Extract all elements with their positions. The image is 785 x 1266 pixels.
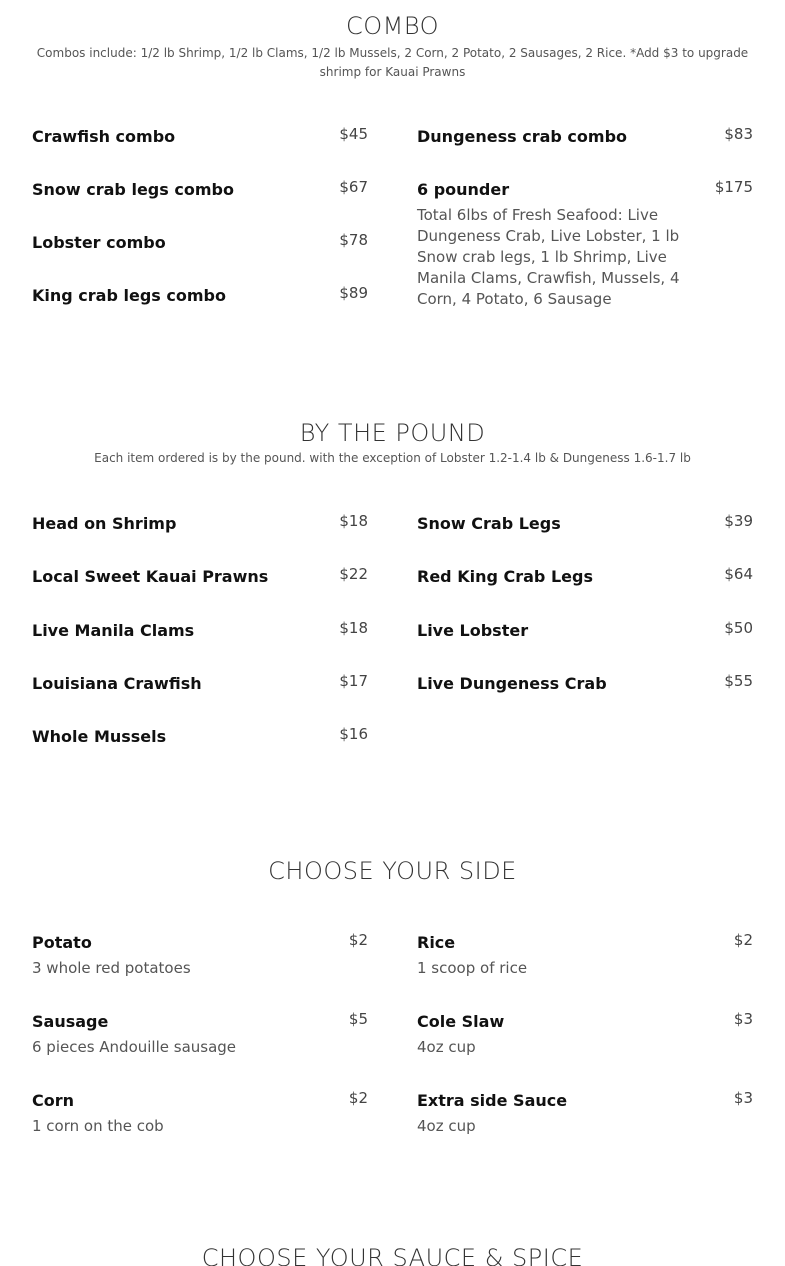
combo-note: Combos include: 1/2 lb Shrimp, 1/2 lb Clams, 1/2 lb Mussels, 2 Corn, 2 Potato, 2 Sausages, 2 Rice. *Add $3 to upgrade shrimp for Kauai Prawns <box>36 46 749 79</box>
item-description: 1 corn on the cob <box>32 1117 164 1135</box>
item-price: $67 <box>339 178 368 196</box>
item-name: Dungeness crab combo <box>417 127 628 146</box>
by-the-pound-section <box>0 419 785 468</box>
sides-title: CHOOSE YOUR SIDE <box>268 857 517 885</box>
item-name: Cole Slaw <box>417 1012 505 1031</box>
item-name: Potato <box>32 933 92 952</box>
item-name: Local Sweet Kauai Prawns <box>32 567 269 586</box>
item-name: Lobster combo <box>32 233 166 252</box>
item-name: Extra side Sauce <box>417 1091 568 1110</box>
item-price: $2 <box>348 931 368 949</box>
item-name: Crawfish combo <box>32 127 176 146</box>
item-price: $18 <box>339 619 368 637</box>
item-name: Louisiana Crawfish <box>32 674 202 693</box>
item-name: Snow Crab Legs <box>417 514 561 533</box>
combo-title: COMBO <box>345 12 440 40</box>
item-name: Corn <box>32 1091 75 1110</box>
item-price: $3 <box>733 1010 753 1028</box>
item-name: Live Dungeness Crab <box>417 674 607 693</box>
item-name: Whole Mussels <box>32 727 167 746</box>
item-description: 4oz cup <box>417 1038 476 1056</box>
item-name: Head on Shrimp <box>32 514 177 533</box>
item-name: Snow crab legs combo <box>32 180 234 199</box>
item-name: King crab legs combo <box>32 286 226 305</box>
item-price: $17 <box>339 672 368 690</box>
item-name: Sausage <box>32 1012 109 1031</box>
item-price: $2 <box>348 1089 368 1107</box>
item-description: Total 6lbs of Fresh Seafood: Live Dungeness Crab, Live Lobster, 1 lb Snow crab legs, 1 lb Shrimp, Live Manila Clams, Crawfish, Mussels, 4 Corn, 4 Potato, 6 Sausage <box>417 206 680 308</box>
by-the-pound-title: BY THE POUND <box>299 419 486 447</box>
item-description: 6 pieces Andouille sausage <box>32 1038 237 1056</box>
item-price: $78 <box>339 231 368 249</box>
item-name: Live Lobster <box>417 621 529 640</box>
item-price: $39 <box>724 512 753 530</box>
item-price: $16 <box>339 725 368 743</box>
item-price: $3 <box>733 1089 753 1107</box>
item-price: $64 <box>724 565 753 583</box>
item-price: $175 <box>714 178 753 196</box>
sauce-section <box>0 1244 785 1266</box>
item-price: $22 <box>339 565 368 583</box>
item-name: Live Manila Clams <box>32 621 195 640</box>
item-name: Rice <box>417 933 456 952</box>
item-description: 4oz cup <box>417 1117 476 1135</box>
item-description: 3 whole red potatoes <box>32 959 191 977</box>
item-price: $55 <box>724 672 753 690</box>
item-price: $18 <box>339 512 368 530</box>
item-price: $50 <box>724 619 753 637</box>
sauce-title: CHOOSE YOUR SAUCE & SPICE <box>201 1244 584 1266</box>
item-name: Red King Crab Legs <box>417 567 593 586</box>
combo-section <box>0 12 785 82</box>
item-description: 1 scoop of rice <box>417 959 528 977</box>
sides-section <box>0 857 785 885</box>
item-price: $89 <box>339 284 368 302</box>
item-price: $5 <box>348 1010 368 1028</box>
item-name: 6 pounder <box>417 180 510 199</box>
by-the-pound-note: Each item ordered is by the pound. with the exception of Lobster 1.2-1.4 lb & Dungeness 1.6-1.7 lb <box>94 451 691 465</box>
item-price: $2 <box>733 931 753 949</box>
item-price: $45 <box>339 125 368 143</box>
item-price: $83 <box>724 125 753 143</box>
